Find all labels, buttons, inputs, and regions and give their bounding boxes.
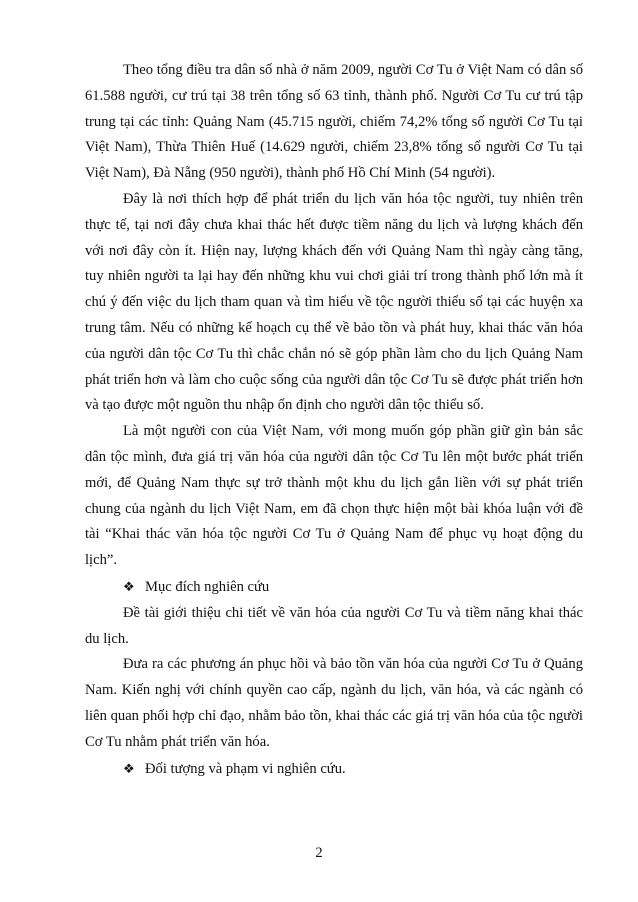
section-heading-subject-scope xyxy=(85,756,583,783)
section-heading-research-purpose xyxy=(85,574,583,601)
section-heading-label: Đối tượng và phạm vi nghiên cứu. xyxy=(145,760,346,777)
section-heading-label: Mục đích nghiên cứu xyxy=(145,578,270,595)
paragraph-tourism-potential: Đây là nơi thích hợp để phát triển du lịch văn hóa tộc người, tuy nhiên trên thực tế, tại nơi đây chưa khai thác hết được tiềm năng du lịch và lượng khách đến với nơi đây còn ít. Hiện nay, lượng khách đến với Quảng Nam thì ngày càng tăng, tuy nhiên người ta lại hay đến những khu vui chơi giải trí trong thành phố lớn mà ít chú ý đến việc du lịch tham quan và tìm hiểu về tộc người thiểu số tại các huyện xa trung tâm. Nếu có những kế hoạch cụ thể về bảo tồn và phát huy, khai thác văn hóa của người dân tộc Cơ Tu thì chắc chắn nó sẽ góp phần làm cho du lịch Quảng Nam phát triển hơn và làm cho cuộc sống của người dân tộc Cơ Tu sẽ được phát triển hơn và tạo được một nguồn thu nhập ổn định cho người dân tộc thiểu số. xyxy=(85,190,583,414)
paragraph-population: Theo tổng điều tra dân số nhà ở năm 2009, người Cơ Tu ở Việt Nam có dân số 61.588 người, cư trú tại 38 trên tổng số 63 tỉnh, thành phố. Người Cơ Tu cư trú tập trung tại các tỉnh: Quảng Nam (45.715 người, chiếm 74,2% tổng số người Cơ Tu tại Việt Nam), Thừa Thiên Huế (14.629 người, chiếm 23,8% tổng số người Cơ Tu tại Việt Nam), Đà Nẵng (950 người), thành phố Hồ Chí Minh (54 người). xyxy=(85,62,583,182)
document-body xyxy=(85,58,583,782)
diamond-bullet-icon: ❖ xyxy=(123,760,135,776)
page-number: 2 xyxy=(315,845,323,861)
paragraph-thesis-topic: Là một người con của Việt Nam, với mong muốn góp phần giữ gìn bản sắc dân tộc mình, đưa giá trị văn hóa của người dân tộc Cơ Tu lên một bước phát triển mới, để Quảng Nam thực sự trở thành một khu du lịch gắn liền với sự phát triển chung của ngành du lịch Việt Nam, em đã chọn thực hiện một bài khóa luận với đề tài “Khai thác văn hóa tộc người Cơ Tu ở Quảng Nam để phục vụ hoạt động du lịch”. xyxy=(85,423,583,569)
paragraph-purpose-2: Đưa ra các phương án phục hồi và bảo tồn văn hóa của người Cơ Tu ở Quảng Nam. Kiến nghị với chính quyền cao cấp, ngành du lịch, văn hóa, và các ngành có liên quan phối hợp chỉ đạo, nhằm bảo tồn, khai thác các giá trị văn hóa của tộc người Cơ Tu nhằm phát triển văn hóa. xyxy=(85,656,583,750)
diamond-bullet-icon: ❖ xyxy=(123,578,135,594)
paragraph-purpose-1: Đề tài giới thiệu chi tiết về văn hóa của người Cơ Tu và tiềm năng khai thác du lịch. xyxy=(85,604,583,647)
